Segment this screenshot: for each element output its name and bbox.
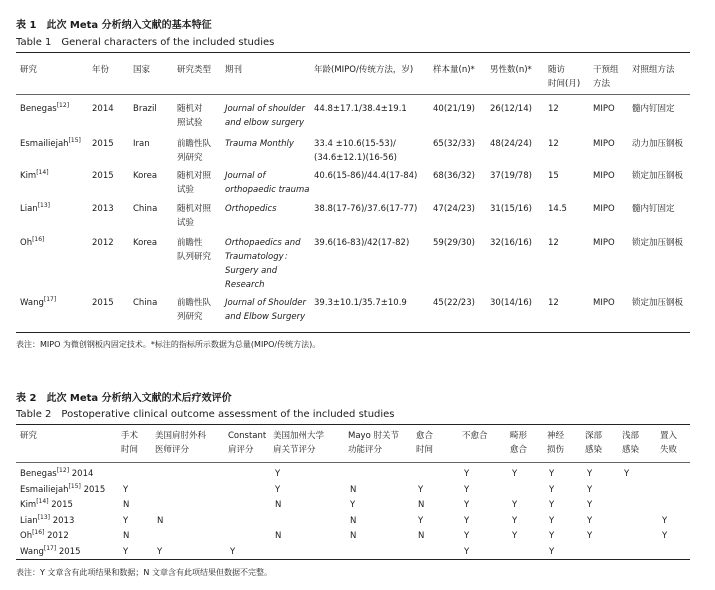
t2-h-implant-fail-1: 置入 — [660, 431, 678, 441]
t1-type-2: 照试验 — [177, 118, 203, 128]
t2-cell: Y — [512, 515, 518, 526]
t2-cell: Y — [275, 469, 281, 479]
t2-h-malunion-2: 愈合 — [510, 445, 528, 455]
t2-h-deep-inf-2: 感染 — [585, 445, 603, 455]
table1-bottom-rule — [16, 332, 690, 333]
t1-type-2: 队列研究 — [177, 252, 212, 262]
t2-cell: N — [350, 515, 357, 526]
t1-age: 44.8±17.1/38.4±19.1 — [314, 104, 407, 114]
t1-journal-2: and Elbow Surgery — [225, 312, 306, 322]
t1-country: Korea — [133, 238, 158, 248]
t1-journal-1: Trauma Monthly — [225, 139, 294, 149]
t2-study-name: Oh[16] 2012 — [20, 529, 69, 542]
table2-note: 表注：Y 文章含有此项结果和数据；N 文章含有此项结果但数据不完整。 — [16, 568, 272, 577]
t1-journal-2: orthopaedic trauma — [225, 185, 310, 195]
t1-control: 髓内钉固定 — [632, 104, 675, 114]
t1-year: 2014 — [92, 104, 114, 114]
t2-h-implant-fail-2: 失败 — [660, 445, 678, 455]
t1-year: 2015 — [92, 139, 114, 149]
t2-cell: Y — [464, 531, 470, 542]
t2-cell: Y — [418, 484, 424, 495]
t1-year: 2015 — [92, 298, 114, 308]
t1-h-followup-2: 时间(月) — [548, 79, 581, 89]
t1-type-1: 前瞻性 — [177, 238, 203, 248]
t2-cell: N — [418, 500, 425, 511]
t1-intervention: MIPO — [593, 171, 615, 181]
t1-intervention: MIPO — [593, 238, 615, 248]
t2-cell: Y — [418, 515, 424, 526]
t1-journal-1: Orthopaedics and — [225, 238, 301, 248]
t1-country: China — [133, 204, 158, 214]
t1-male: 32(16/16) — [490, 238, 532, 248]
t1-h-intervention-2: 方法 — [593, 79, 611, 89]
t2-h-constant-2: 肩评分 — [228, 445, 254, 455]
t1-type-2: 列研究 — [177, 312, 203, 322]
t1-study-name: Oh[16] — [20, 236, 45, 248]
t1-type-2: 试验 — [177, 185, 195, 195]
t2-h-nerve-2: 损伤 — [547, 445, 565, 455]
t1-study-name: Benegas[12] — [20, 102, 70, 114]
t2-cell: Y — [464, 484, 470, 495]
t1-study-name: Kim[14] — [20, 169, 49, 181]
t1-sample: 65(32/33) — [433, 139, 475, 149]
t1-control: 动力加压钢板 — [632, 139, 684, 149]
t2-study-name: Esmailiejah[15] 2015 — [20, 482, 106, 495]
t2-cell: Y — [512, 469, 518, 479]
t2-cell: Y — [230, 547, 236, 557]
t1-type-2: 试验 — [177, 218, 195, 228]
t1-followup: 12 — [548, 298, 559, 308]
t2-cell: Y — [123, 547, 129, 557]
t2-h-malunion-1: 畸形 — [510, 431, 528, 441]
t1-male: 30(14/16) — [490, 298, 532, 308]
t1-followup: 12 — [548, 139, 559, 149]
t2-h-study: 研究 — [20, 431, 38, 441]
t2-cell: Y — [624, 469, 630, 479]
t1-male: 31(15/16) — [490, 204, 532, 214]
t2-h-op-time-1: 手术 — [121, 431, 139, 441]
t1-country: Brazil — [133, 104, 157, 114]
table2-caption-zh: 表 2 此次 Meta 分析纳入文献的术后疗效评价 — [16, 393, 232, 404]
t1-type-1: 前瞻性队 — [177, 139, 212, 149]
t1-h-country: 国家 — [133, 65, 151, 75]
t1-intervention: MIPO — [593, 139, 615, 149]
t1-journal-1: Journal of — [225, 171, 266, 181]
t2-cell: N — [275, 500, 282, 511]
t1-h-year: 年份 — [92, 65, 110, 75]
t2-h-ucla-1: 美国加州大学 — [273, 431, 325, 441]
t1-sample: 59(29/30) — [433, 238, 475, 248]
t2-cell: Y — [549, 484, 555, 495]
t2-cell: Y — [512, 531, 518, 542]
t2-cell: Y — [549, 547, 555, 557]
t1-control: 髓内钉固定 — [632, 204, 675, 214]
t2-cell: Y — [464, 547, 470, 557]
t1-year: 2012 — [92, 238, 114, 248]
t2-h-mayo-2: 功能评分 — [348, 445, 383, 455]
t2-cell: Y — [549, 515, 555, 526]
t2-study-name: Benegas[12] 2014 — [20, 467, 94, 479]
t1-age-2: (34.6±12.1)(16-56) — [314, 153, 397, 163]
t1-intervention: MIPO — [593, 204, 615, 214]
t2-cell: N — [350, 484, 357, 495]
t1-male: 48(24/24) — [490, 139, 532, 149]
t2-cell: Y — [157, 547, 163, 557]
t2-h-ucla-2: 肩关节评分 — [273, 445, 316, 455]
t2-cell: Y — [587, 500, 593, 511]
t1-followup: 12 — [548, 238, 559, 248]
t2-cell: Y — [512, 500, 518, 511]
table1-caption-en: Table 1 General characters of the included studies — [16, 37, 275, 48]
t1-type-1: 随机对照 — [177, 204, 212, 214]
t1-h-followup-1: 随访 — [548, 65, 566, 75]
t1-male: 26(12/14) — [490, 104, 532, 114]
t1-age: 39.3±10.1/35.7±10.9 — [314, 298, 407, 308]
t2-cell: N — [275, 531, 282, 542]
t2-h-ases-2: 医师评分 — [155, 445, 190, 455]
t1-control: 锁定加压钢板 — [632, 238, 684, 248]
t1-study-name: Lian[13] — [20, 202, 51, 214]
t2-cell: Y — [123, 515, 129, 526]
t2-h-deep-inf-1: 深部 — [585, 431, 603, 441]
t1-study-name: Esmailiejah[15] — [20, 137, 81, 149]
t2-h-sup-inf-2: 感染 — [622, 445, 640, 455]
t1-age: 38.8(17-76)/37.6(17-77) — [314, 204, 418, 214]
t2-cell: Y — [350, 500, 356, 511]
t1-journal-1: Journal of Shoulder — [225, 298, 306, 308]
t1-control: 锁定加压钢板 — [632, 298, 684, 308]
table2-caption-en: Table 2 Postoperative clinical outcome assessment of the included studies — [16, 409, 395, 420]
t1-sample: 45(22/23) — [433, 298, 475, 308]
t2-h-nonunion: 不愈合 — [462, 431, 488, 441]
t1-age-1: 33.4 ±10.6(15-53)/ — [314, 139, 396, 149]
t2-cell: Y — [587, 515, 593, 526]
t1-h-sample: 样本量(n)* — [433, 65, 475, 75]
t2-cell: Y — [464, 515, 470, 526]
t1-h-intervention-1: 干预组 — [593, 65, 619, 75]
t1-male: 37(19/78) — [490, 171, 532, 181]
t1-intervention: MIPO — [593, 104, 615, 114]
t1-journal-4: Research — [225, 280, 265, 290]
t1-h-study: 研究 — [20, 65, 38, 75]
t1-journal-1: Orthopedics — [225, 204, 277, 214]
t2-cell: Y — [549, 531, 555, 542]
t2-h-union-time-2: 时间 — [416, 445, 434, 455]
t1-type-2: 列研究 — [177, 153, 203, 163]
t1-h-age: 年龄(MIPO/传统方法，岁) — [314, 65, 414, 75]
t1-type-1: 随机对照 — [177, 171, 212, 181]
t2-cell: Y — [549, 469, 555, 479]
t2-cell: Y — [587, 531, 593, 542]
t1-country: Iran — [133, 139, 150, 149]
t1-sample: 47(24/23) — [433, 204, 475, 214]
t1-journal-1: Journal of shoulder — [225, 104, 306, 114]
t1-followup: 12 — [548, 104, 559, 114]
t1-sample: 40(21/19) — [433, 104, 475, 114]
t1-sample: 68(36/32) — [433, 171, 475, 181]
t1-control: 锁定加压钢板 — [632, 171, 684, 181]
t2-h-op-time-2: 时间 — [121, 445, 139, 455]
t1-journal-2: and elbow surgery — [225, 118, 304, 128]
t2-cell: N — [123, 500, 130, 511]
t1-followup: 15 — [548, 171, 559, 181]
t2-cell: N — [123, 531, 130, 542]
t2-cell: N — [157, 515, 164, 526]
t1-journal-2: Traumatology： — [225, 252, 293, 262]
t1-country: Korea — [133, 171, 158, 181]
t2-h-union-time-1: 愈合 — [416, 431, 434, 441]
t1-h-control: 对照组方法 — [632, 65, 675, 75]
table1-top-rule — [16, 52, 690, 53]
t1-type-1: 随机对 — [177, 104, 203, 114]
t1-age: 40.6(15-86)/44.4(17-84) — [314, 171, 418, 181]
t1-followup: 14.5 — [548, 204, 567, 214]
t1-year: 2015 — [92, 171, 114, 181]
t1-h-type: 研究类型 — [177, 65, 212, 75]
t1-h-journal: 期刊 — [225, 65, 243, 75]
t2-cell: N — [350, 531, 357, 542]
table2-bottom-rule — [16, 559, 690, 560]
t1-country: China — [133, 298, 158, 308]
t2-study-name: Kim[14] 2015 — [20, 498, 73, 511]
t2-cell: Y — [587, 469, 593, 479]
t2-cell: Y — [123, 484, 129, 495]
t1-type-1: 前瞻性队 — [177, 298, 212, 308]
t2-h-ases-1: 美国肩肘外科 — [155, 431, 207, 441]
t2-cell: Y — [464, 469, 470, 479]
t1-year: 2013 — [92, 204, 114, 214]
t1-study-name: Wang[17] — [20, 296, 57, 308]
table2-header-rule — [16, 462, 690, 463]
t2-cell: Y — [464, 500, 470, 511]
t1-journal-3: Surgery and — [225, 266, 278, 276]
t2-cell: Y — [662, 515, 668, 526]
t2-cell: N — [418, 531, 425, 542]
t2-cell: Y — [662, 531, 668, 542]
t1-intervention: MIPO — [593, 298, 615, 308]
t2-h-nerve-1: 神经 — [547, 431, 565, 441]
t2-h-constant-1: Constant — [228, 431, 267, 441]
t2-h-mayo-1: Mayo 肘关节 — [348, 431, 399, 441]
t2-cell: Y — [275, 484, 281, 495]
t1-h-male: 男性数(n)* — [490, 65, 532, 75]
t1-age: 39.6(16-83)/42(17-82) — [314, 238, 410, 248]
table1-header-rule — [16, 94, 690, 95]
t2-study-name: Lian[13] 2013 — [20, 513, 75, 526]
table1-caption-zh: 表 1 此次 Meta 分析纳入文献的基本特征 — [16, 20, 212, 31]
table1-note: 表注：MIPO 为微创钢板内固定技术。*标注的指标所示数据为总量(MIPO/传统方法)。 — [16, 340, 321, 349]
t2-cell: Y — [549, 500, 555, 511]
t2-study-name: Wang[17] 2015 — [20, 545, 81, 557]
t2-cell: Y — [587, 484, 593, 495]
t2-h-sup-inf-1: 浅部 — [622, 431, 640, 441]
table2-top-rule — [16, 424, 690, 425]
